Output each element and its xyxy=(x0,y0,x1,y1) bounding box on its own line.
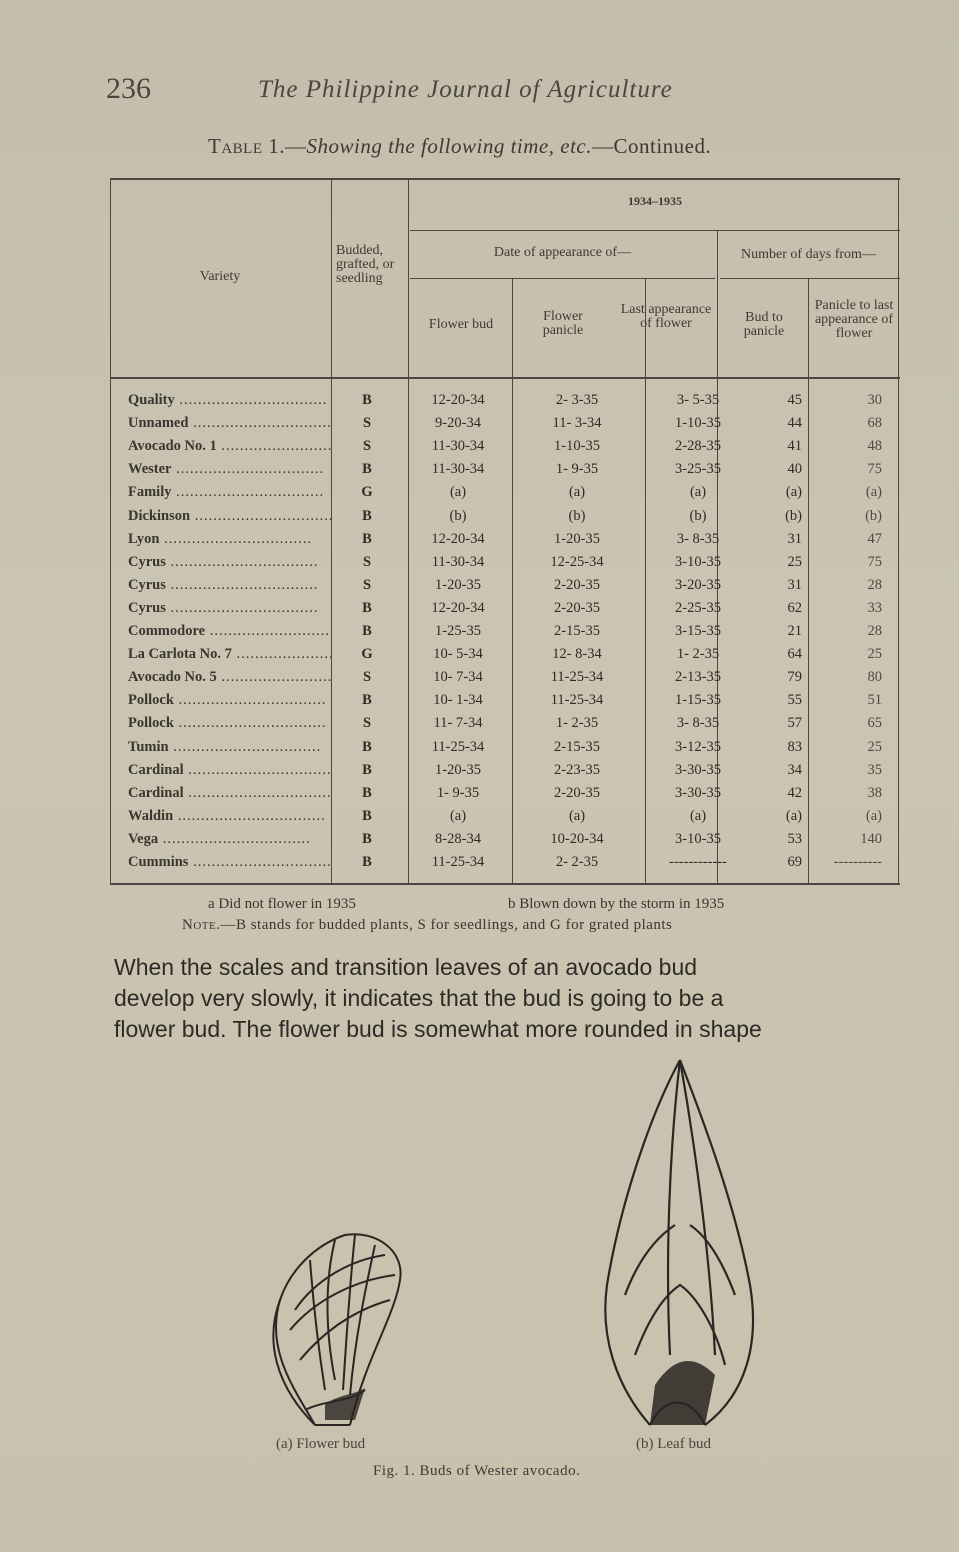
table-row xyxy=(110,390,900,413)
variety-name: Waldin ..... xyxy=(128,808,326,824)
table-row xyxy=(110,621,900,644)
variety-cell xyxy=(128,715,331,732)
subgroup-rule xyxy=(410,278,715,279)
table-row xyxy=(110,459,900,482)
variety-cell xyxy=(128,438,331,455)
bud-to-panicle-cell: 41 xyxy=(787,438,802,455)
variety-cell xyxy=(128,392,331,409)
table-row xyxy=(110,506,900,529)
variety-cell xyxy=(128,762,331,779)
flower-panicle-cell: 2- 3-35 xyxy=(555,392,599,408)
flower-bud-cell: 11-30-34 xyxy=(431,461,485,478)
header-days-group: Number of days from— xyxy=(741,247,876,262)
variety-cell xyxy=(128,577,331,594)
page-number: 236 xyxy=(106,72,151,105)
header-bud-to-panicle: Bud to panicle xyxy=(743,310,785,339)
variety-cell xyxy=(128,739,331,756)
flower-bud-cell: 9-20-34 xyxy=(435,415,481,432)
variety-name: Cardinal ..... xyxy=(128,762,331,778)
bud-to-panicle-cell: 69 xyxy=(787,854,802,870)
last-flower-cell: 3-15-35 xyxy=(675,623,721,639)
table-row xyxy=(110,783,900,806)
flower-bud-cell: 1-20-35 xyxy=(435,576,481,593)
variety-cell xyxy=(128,600,331,617)
variety-cell xyxy=(128,854,331,871)
variety-name: Unnamed ..... xyxy=(128,415,331,431)
variety-cell xyxy=(128,808,331,825)
bud-to-panicle-cell: 25 xyxy=(787,553,802,570)
type-cell: G xyxy=(361,484,373,501)
header-flower-bud: Flower bud xyxy=(428,317,494,332)
variety-name: Vega ..... xyxy=(128,831,311,847)
flower-bud-cell: 11-30-34 xyxy=(431,553,485,570)
header-period: 1934–1935 xyxy=(628,194,682,208)
table-row xyxy=(110,667,900,690)
last-flower-cell: 3- 8-35 xyxy=(676,530,720,547)
flower-bud-cell: 8-28-34 xyxy=(435,830,481,847)
flower-panicle-cell: 11-25-34 xyxy=(550,692,604,709)
leaf-bud-illustration xyxy=(595,1055,770,1435)
type-cell: S xyxy=(362,576,372,593)
group-rule xyxy=(410,230,900,231)
variety-name: Pollock ..... xyxy=(128,715,327,731)
variety-cell xyxy=(128,646,331,663)
flower-panicle-cell: 2-20-35 xyxy=(554,784,600,801)
table-row xyxy=(110,737,900,760)
type-cell: S xyxy=(362,669,372,686)
table-title: Showing the following time, etc. xyxy=(306,134,592,158)
variety-cell xyxy=(128,415,331,432)
last-flower-cell: 3- 8-35 xyxy=(676,715,720,732)
bud-to-panicle-cell: 42 xyxy=(787,784,802,801)
flower-panicle-cell: 11- 3-34 xyxy=(552,415,602,432)
type-cell: B xyxy=(362,392,372,408)
variety-name: Commodore ..... xyxy=(128,623,331,639)
body-paragraph xyxy=(114,952,904,1045)
table-row xyxy=(110,529,900,552)
variety-name: Dickinson ..... xyxy=(128,508,331,524)
flower-bud-cell: 11-25-34 xyxy=(431,854,485,870)
table-note xyxy=(182,917,672,934)
bud-to-panicle-cell: (a) xyxy=(785,807,802,824)
flower-bud-cell: 11-30-34 xyxy=(431,438,485,455)
type-cell: S xyxy=(362,553,372,570)
flower-panicle-cell: 11-25-34 xyxy=(550,669,604,686)
flower-panicle-cell: (a) xyxy=(568,484,586,501)
last-flower-cell: 1-15-35 xyxy=(675,692,721,709)
table-row xyxy=(110,829,900,852)
variety-name: Cyrus ..... xyxy=(128,554,319,570)
last-flower-cell: 3-25-35 xyxy=(675,461,721,478)
table-row xyxy=(110,806,900,829)
variety-cell xyxy=(128,785,331,802)
flower-bud-cell: 12-20-34 xyxy=(431,392,485,408)
variety-cell xyxy=(128,508,331,525)
table-bottom-rule xyxy=(110,883,900,885)
last-flower-cell: 2-28-35 xyxy=(675,438,721,455)
last-flower-cell: 3-12-35 xyxy=(675,738,721,755)
type-cell: B xyxy=(362,738,372,755)
header-panicle-to-last: Panicle to last appearance of flower xyxy=(814,298,894,341)
flower-panicle-cell: 12-25-34 xyxy=(550,553,604,570)
bud-to-panicle-cell: (a) xyxy=(785,484,802,501)
variety-name: Cyrus ..... xyxy=(128,577,319,593)
variety-name: Cardinal ..... xyxy=(128,785,331,801)
flower-panicle-cell: 1-10-35 xyxy=(554,438,600,455)
last-flower-cell: 3-20-35 xyxy=(675,576,721,593)
panicle-to-last-cell: 38 xyxy=(867,784,882,801)
body-line: flower bud. The flower bud is somewhat more rounded in shape xyxy=(114,1016,762,1042)
last-flower-cell: 3-10-35 xyxy=(675,830,721,847)
table-top-rule xyxy=(110,178,900,180)
variety-name: Lyon ..... xyxy=(128,531,312,547)
body-line: develop very slowly, it indicates that the bud is going to be a xyxy=(114,985,724,1011)
bud-to-panicle-cell: 31 xyxy=(787,530,802,547)
panicle-to-last-cell: 65 xyxy=(867,715,882,732)
bud-to-panicle-cell: 79 xyxy=(787,669,802,686)
figure-caption: Fig. 1. Buds of Wester avocado. xyxy=(373,1463,581,1479)
footnote-b: b Blown down by the storm in 1935 xyxy=(508,896,725,912)
header-last-appearance: Last appearance of flower xyxy=(620,302,712,331)
flower-panicle-cell: 2-20-35 xyxy=(554,576,600,593)
flower-bud-cell: 1- 9-35 xyxy=(436,784,480,801)
flower-panicle-cell: 1-20-35 xyxy=(554,530,600,547)
panicle-to-last-cell: 140 xyxy=(860,830,882,847)
variety-name: Family ..... xyxy=(128,484,324,500)
panicle-to-last-cell: 30 xyxy=(867,392,882,408)
running-header xyxy=(0,72,959,122)
header-budded: Budded, grafted, or seedling xyxy=(336,243,395,286)
flower-panicle-cell: 2- 2-35 xyxy=(555,854,599,870)
variety-cell xyxy=(128,692,331,709)
figure-label-b: (b) Leaf bud xyxy=(636,1436,711,1452)
last-flower-cell: 3-30-35 xyxy=(675,784,721,801)
variety-name: Pollock ..... xyxy=(128,692,327,708)
variety-name: Cyrus ..... xyxy=(128,600,319,616)
panicle-to-last-cell: 48 xyxy=(867,438,882,455)
bud-to-panicle-cell: 21 xyxy=(787,623,802,639)
table-row xyxy=(110,575,900,598)
last-flower-cell: 1-10-35 xyxy=(675,415,721,432)
type-cell: G xyxy=(361,646,373,663)
flower-bud-cell: (a) xyxy=(449,484,467,501)
footnote-a: a Did not flower in 1935 xyxy=(208,896,356,912)
type-cell: B xyxy=(362,854,372,870)
table-row xyxy=(110,760,900,783)
panicle-to-last-cell: 35 xyxy=(867,761,882,778)
type-cell: B xyxy=(362,784,372,801)
figure-1 xyxy=(0,1050,959,1530)
type-cell: B xyxy=(362,807,372,824)
variety-name: La Carlota No. 7 ..... xyxy=(128,646,331,662)
panicle-to-last-cell: 33 xyxy=(867,599,882,616)
last-flower-cell: 2-13-35 xyxy=(675,669,721,686)
table-row xyxy=(110,852,900,875)
panicle-to-last-cell: (a) xyxy=(865,807,882,824)
header-date-group: Date of appearance of— xyxy=(493,245,632,260)
last-flower-cell: (a) xyxy=(689,484,707,501)
bud-to-panicle-cell: 57 xyxy=(787,715,802,732)
bud-to-panicle-cell: 31 xyxy=(787,576,802,593)
table-row xyxy=(110,436,900,459)
flower-panicle-cell: (b) xyxy=(568,507,586,524)
variety-name: Quality ..... xyxy=(128,392,327,408)
flower-panicle-cell: 2-15-35 xyxy=(554,738,600,755)
last-flower-cell: 3- 5-35 xyxy=(676,392,720,408)
flower-bud-cell: 11-25-34 xyxy=(431,738,485,755)
bud-to-panicle-cell: 40 xyxy=(787,461,802,478)
panicle-to-last-cell: 25 xyxy=(867,738,882,755)
last-flower-cell: (a) xyxy=(689,807,707,824)
type-cell: S xyxy=(362,438,372,455)
panicle-to-last-cell: (b) xyxy=(865,507,882,524)
last-flower-cell: 2-25-35 xyxy=(675,599,721,616)
journal-title: The Philippine Journal of Agriculture xyxy=(258,76,673,103)
flower-panicle-cell: 2-23-35 xyxy=(554,761,600,778)
flower-bud-cell: 11- 7-34 xyxy=(433,715,483,732)
bud-to-panicle-cell: 45 xyxy=(787,392,802,408)
last-flower-cell: 1- 2-35 xyxy=(676,646,720,663)
flower-bud-cell: 10- 5-34 xyxy=(433,646,483,663)
type-cell: B xyxy=(362,507,372,524)
caption-suffix: —Continued. xyxy=(591,134,712,158)
caption-dash: — xyxy=(285,134,307,158)
panicle-to-last-cell: 68 xyxy=(867,415,882,432)
table-row xyxy=(110,644,900,667)
flower-bud-cell: 12-20-34 xyxy=(431,599,485,616)
type-cell: B xyxy=(362,692,372,709)
variety-cell xyxy=(128,461,331,478)
variety-name: Wester ..... xyxy=(128,461,324,477)
bud-to-panicle-cell: 62 xyxy=(787,599,802,616)
panicle-to-last-cell: 25 xyxy=(867,646,882,663)
figure-label-a: (a) Flower bud xyxy=(276,1436,366,1452)
panicle-to-last-cell: (a) xyxy=(865,484,882,501)
type-cell: B xyxy=(362,623,372,639)
table-row xyxy=(110,552,900,575)
table-row xyxy=(110,690,900,713)
table-row xyxy=(110,482,900,505)
panicle-to-last-cell: 80 xyxy=(867,669,882,686)
flower-panicle-cell: 2-15-35 xyxy=(554,623,600,639)
flower-panicle-cell: 1- 9-35 xyxy=(555,461,599,478)
bud-to-panicle-cell: 34 xyxy=(787,761,802,778)
variety-cell xyxy=(128,531,331,548)
subgroup-rule-days xyxy=(720,278,900,279)
table-caption xyxy=(208,134,711,159)
variety-cell xyxy=(128,669,331,686)
bud-to-panicle-cell: 44 xyxy=(787,415,802,432)
flower-panicle-cell: 12- 8-34 xyxy=(552,646,602,663)
type-cell: B xyxy=(362,530,372,547)
table-row xyxy=(110,598,900,621)
flower-bud-cell: (a) xyxy=(449,807,467,824)
panicle-to-last-cell: 47 xyxy=(867,530,882,547)
panicle-to-last-cell: 28 xyxy=(867,623,882,639)
bud-to-panicle-cell: 83 xyxy=(787,738,802,755)
flower-bud-illustration xyxy=(255,1220,415,1435)
flower-bud-cell: 10- 1-34 xyxy=(433,692,483,709)
type-cell: S xyxy=(362,715,372,732)
note-text: —B stands for budded plants, S for seedlings, and G for grated plants xyxy=(220,917,673,933)
flower-bud-cell: 1-20-35 xyxy=(435,761,481,778)
flower-panicle-cell: 2-20-35 xyxy=(554,599,600,616)
header-flower-panicle: Flower panicle xyxy=(542,309,584,338)
type-cell: B xyxy=(362,599,372,616)
panicle-to-last-cell: 51 xyxy=(867,692,882,709)
variety-name: Tumin ..... xyxy=(128,739,321,755)
flower-bud-cell: 1-25-35 xyxy=(435,623,481,639)
flower-bud-cell: 10- 7-34 xyxy=(433,669,483,686)
table-row xyxy=(110,413,900,436)
table-label: Table 1. xyxy=(208,134,285,158)
variety-cell xyxy=(128,554,331,571)
flower-bud-cell: 12-20-34 xyxy=(431,530,485,547)
flower-panicle-cell: 10-20-34 xyxy=(550,830,604,847)
bud-to-panicle-cell: (b) xyxy=(785,507,802,524)
variety-name: Cummins ..... xyxy=(128,854,331,870)
type-cell: B xyxy=(362,461,372,478)
last-flower-cell: 3-10-35 xyxy=(675,553,721,570)
flower-panicle-cell: 1- 2-35 xyxy=(555,715,599,732)
data-table xyxy=(110,178,900,888)
panicle-to-last-cell: ---------- xyxy=(833,854,882,870)
body-line: When the scales and transition leaves of an avocado bud xyxy=(114,954,698,980)
type-cell: B xyxy=(362,830,372,847)
variety-name: Avocado No. 5 ..... xyxy=(128,669,331,685)
last-flower-cell: (b) xyxy=(689,507,707,524)
flower-panicle-cell: (a) xyxy=(568,807,586,824)
table-row xyxy=(110,713,900,736)
variety-name: Avocado No. 1 ..... xyxy=(128,438,331,454)
bud-to-panicle-cell: 53 xyxy=(787,830,802,847)
flower-bud-cell: (b) xyxy=(449,507,467,524)
header-variety: Variety xyxy=(199,269,241,284)
last-flower-cell: 3-30-35 xyxy=(675,761,721,778)
variety-cell xyxy=(128,484,331,501)
header-bottom-rule xyxy=(110,377,900,379)
panicle-to-last-cell: 75 xyxy=(867,553,882,570)
variety-cell xyxy=(128,623,331,640)
last-flower-cell: ------------ xyxy=(669,854,727,870)
bud-to-panicle-cell: 64 xyxy=(787,646,802,663)
panicle-to-last-cell: 75 xyxy=(867,461,882,478)
type-cell: S xyxy=(362,415,372,432)
panicle-to-last-cell: 28 xyxy=(867,576,882,593)
variety-cell xyxy=(128,831,331,848)
bud-to-panicle-cell: 55 xyxy=(787,692,802,709)
type-cell: B xyxy=(362,761,372,778)
note-label: Note. xyxy=(182,917,221,933)
